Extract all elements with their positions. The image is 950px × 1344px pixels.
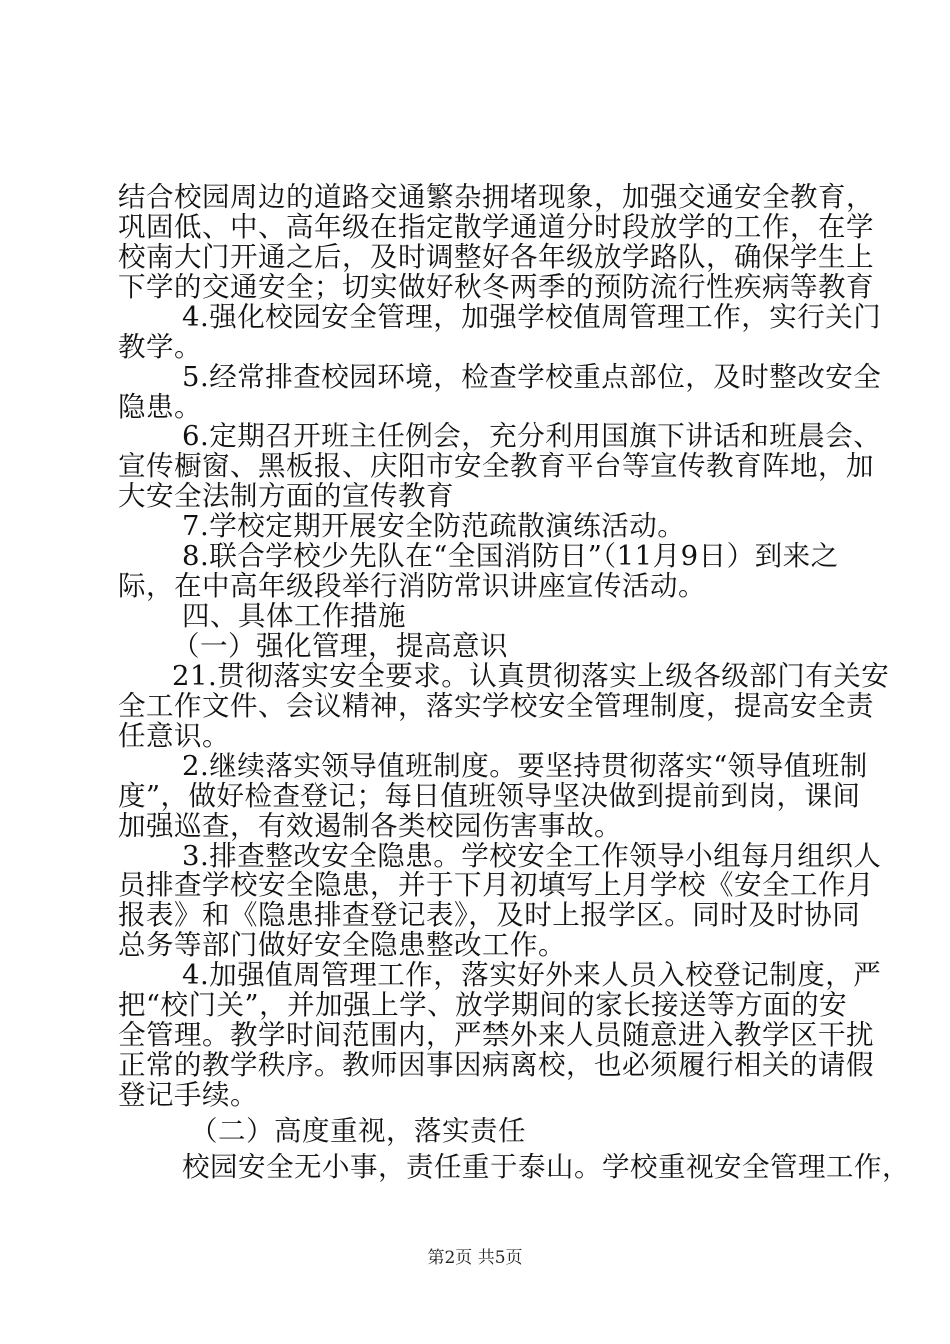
text-line: 加强巡查，有效遏制各类校园伤害事故。 <box>118 810 622 842</box>
text-line: 全管理。教学时间范围内，严禁外来人员随意进入教学区干扰 <box>118 1019 874 1051</box>
text-line: 全工作文件、会议精神，落实学校安全管理制度，提高安全责 <box>118 690 874 722</box>
text-line: 巩固低、中、高年级在指定散学通道分时段放学的工作，在学 <box>118 211 874 243</box>
subsection-heading: （一）强化管理，提高意识 <box>172 630 508 662</box>
text-line: 2.继续落实领导值班制度。要坚持贯彻落实“领导值班制 <box>182 750 868 782</box>
text-line: 登记手续。 <box>118 1079 258 1111</box>
text-line: 结合校园周边的道路交通繁杂拥堵现象，加强交通安全教育， <box>118 181 874 213</box>
subsection-heading: （二）高度重视，落实责任 <box>190 1115 526 1147</box>
text-line: 21.贯彻落实安全要求。认真贯彻落实上级各级部门有关安 <box>172 660 890 692</box>
text-line: 校南大门开通之后，及时调整好各年级放学路队，确保学生上 <box>118 241 874 273</box>
text-line: 把“校门关”，并加强上学、放学期间的家长接送等方面的安 <box>118 989 848 1021</box>
text-line: 度”，做好检查登记；每日值班领导坚决做到提前到岗，课间 <box>118 780 861 812</box>
text-line: 正常的教学秩序。教师因事因病离校，也必须履行相关的请假 <box>118 1049 874 1081</box>
text-line: 大安全法制方面的宣传教育 <box>118 480 454 512</box>
text-line: 6.定期召开班主任例会，充分利用国旗下讲话和班晨会、 <box>182 420 882 452</box>
text-line: 员排查学校安全隐患，并于下月初填写上月学校《安全工作月 <box>118 869 874 901</box>
text-line: 下学的交通安全；切实做好秋冬两季的预防流行性疾病等教育 <box>118 271 874 303</box>
text-line: 校园安全无小事，责任重于泰山。学校重视安全管理工作， <box>182 1151 910 1183</box>
text-line: 总务等部门做好安全隐患整改工作。 <box>118 929 566 961</box>
section-heading: 四、具体工作措施 <box>182 600 406 632</box>
text-line: 8.联合学校少先队在“全国消防日”（11月9日）到来之 <box>182 540 839 572</box>
text-line: 7.学校定期开展安全防范疏散演练活动。 <box>182 510 686 542</box>
text-line: 宣传橱窗、黑板报、庆阳市安全教育平台等宣传教育阵地，加 <box>118 450 874 482</box>
text-line: 教学。 <box>118 331 202 363</box>
text-line: 隐患。 <box>118 391 202 423</box>
text-line: 3.排查整改安全隐患。学校安全工作领导小组每月组织人 <box>182 840 882 872</box>
page-number-footer: 第2页 共5页 <box>427 1248 523 1268</box>
text-line: 4.加强值周管理工作，落实好外来人员入校登记制度，严 <box>182 959 882 991</box>
text-line: 报表》和《隐患排查登记表》，及时上报学区。同时及时协同 <box>118 899 861 931</box>
text-line: 5.经常排查校园环境，检查学校重点部位，及时整改安全 <box>182 361 882 393</box>
text-line: 际，在中高年级段举行消防常识讲座宣传活动。 <box>118 570 706 602</box>
text-line: 任意识。 <box>118 720 230 752</box>
text-line: 4.强化校园安全管理，加强学校值周管理工作，实行关门 <box>182 301 882 333</box>
